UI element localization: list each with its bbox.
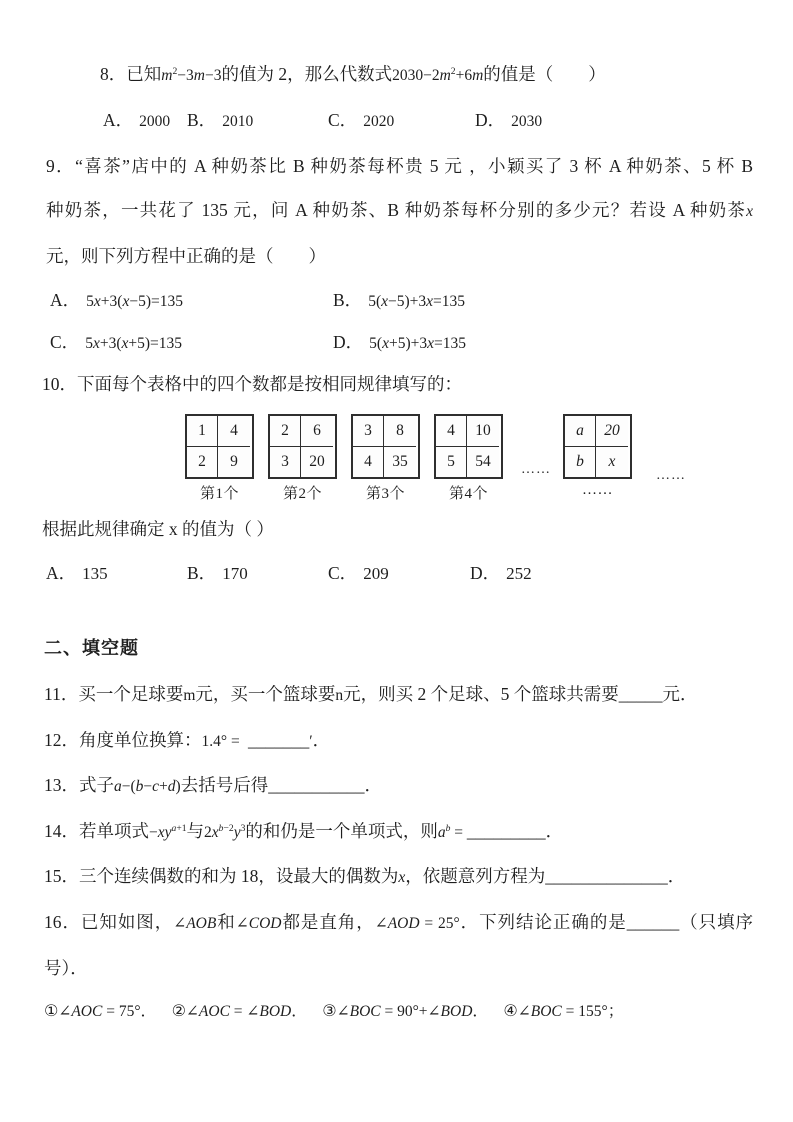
q16-statement-2: ②∠AOC = ∠BOD． [171, 1002, 308, 1020]
question-11: 11．买一个足球要m元，买一个篮球要n元，则买 2 个足球、5 个篮球共需要_____元． [44, 684, 698, 704]
question-13: 13．式子a−(b−c+d)去括号后得___________． [44, 775, 382, 795]
q8-option-d [475, 106, 542, 136]
q8-options [103, 106, 753, 136]
pattern-table-4 [434, 414, 503, 503]
option-value: 2000 [139, 113, 171, 130]
option-label: C． [328, 110, 358, 130]
table-cell: 54 [467, 447, 499, 477]
q8-option-a [103, 106, 187, 136]
option-label: B． [187, 110, 217, 130]
table-grid [185, 414, 254, 479]
table-cell: 10 [467, 416, 499, 447]
q10-stem: 10．下面每个表格中的四个数都是按相同规律填写的： [42, 374, 462, 394]
table-cell: 3 [353, 416, 384, 447]
option-label: A． [46, 563, 77, 583]
option-label: D． [475, 110, 506, 130]
table-grid [268, 414, 337, 479]
question-12: 12．角度单位换算：1.4° = _______′． [44, 729, 331, 750]
q9-options-row-2 [50, 328, 753, 358]
table-cell: 1 [187, 416, 218, 447]
table-caption: 第3个 [365, 486, 405, 502]
option-expression: 5x+3(x+5)=135 [85, 335, 183, 352]
option-expression: 5x+3(x−5)=135 [86, 293, 183, 310]
q16-statement-3: ③∠BOC = 90°+∠BOD． [322, 1002, 489, 1020]
table-cell: 4 [218, 416, 250, 447]
option-value: 2020 [363, 113, 395, 130]
fill-in-section [42, 680, 753, 892]
option-value: 135 [82, 564, 108, 583]
table-cell: 35 [384, 447, 416, 477]
table-cell: 20 [596, 416, 628, 447]
table-cell: 9 [218, 447, 250, 477]
table-cell: 4 [436, 416, 467, 447]
pattern-table-3 [351, 414, 420, 503]
q8-stem: 8．已知$m^2-3m-3$的值为 2，那么代数式$2030-2m^2+6m$的值是（ ） [100, 64, 606, 84]
section-2-title: 二、填空题 [44, 638, 139, 658]
q9-stem-line-2: 种奶茶，一共花了 135 元，问 A 种奶茶、B 种奶茶每杯分别的多少元？若设 A 种奶茶x [46, 200, 753, 220]
option-expression: 5(x−5)+3x=135 [368, 293, 466, 310]
q10-option-b [187, 559, 328, 588]
q16-stem-line-2: 号）． [44, 957, 88, 978]
table-cell: x [596, 447, 628, 477]
pattern-table-2 [268, 414, 337, 503]
q16-statements [44, 998, 753, 1026]
q8-option-b [187, 106, 328, 136]
q9-stem-line-1: 9．“喜茶”店中的 A 种奶茶比 B 种奶茶每杯贵 5 元 ，小颖买了 3 杯 A 种奶茶、5 杯 B [46, 156, 753, 176]
option-value: 209 [363, 564, 389, 583]
option-value: 2010 [222, 113, 254, 130]
option-label: C． [50, 332, 80, 352]
q10-option-c [328, 559, 470, 588]
question-14: 14．若单项式$-xy^{a+1}$与$2x^{b-2}y^3$的和仍是一个单项式，则$a^b$ = _________． [44, 820, 564, 841]
question-10 [42, 370, 753, 588]
q10-option-d [470, 559, 532, 588]
option-label: B． [333, 290, 363, 310]
option-label: D． [470, 563, 501, 583]
option-label: A． [103, 110, 134, 130]
table-cell: 4 [353, 447, 384, 477]
q10-pattern-tables [185, 414, 753, 503]
q10-option-a [46, 559, 187, 588]
q9-option-b [333, 286, 465, 316]
q9-options-row-1 [50, 286, 753, 316]
option-value: 170 [222, 564, 248, 583]
question-8 [42, 60, 753, 136]
q9-option-a [50, 286, 333, 316]
table-caption: 第4个 [448, 486, 488, 502]
q16-stem-line-1: 16．已知如图，∠AOB和∠COD都是直角，∠AOD = 25°．下列结论正确的是______（只填序 [44, 911, 754, 932]
table-caption: 第1个 [199, 486, 239, 502]
table-cell: 20 [301, 447, 333, 477]
option-label: D． [333, 332, 364, 352]
table-cell: b [565, 447, 596, 477]
q10-followup: 根据此规律确定 x 的值为（ ） [42, 519, 274, 539]
q9-stem-line-3: 元，则下列方程中正确的是（ ） [46, 246, 326, 266]
table-caption: 第2个 [282, 486, 322, 502]
ellipsis: …… [656, 468, 686, 483]
option-label: A． [50, 290, 81, 310]
table-cell: 5 [436, 447, 467, 477]
question-16 [42, 908, 753, 1026]
table-caption: …… [582, 482, 613, 498]
option-label: B． [187, 563, 217, 583]
question-15: 15．三个连续偶数的和为 18，设最大的偶数为x，依题意列方程为______________． [44, 866, 686, 886]
q9-options [46, 286, 753, 358]
q16-statement-4: ④∠BOC = 155°； [503, 1002, 624, 1020]
pattern-table-n [563, 414, 632, 499]
table-cell: 2 [270, 416, 301, 447]
option-value: 2030 [511, 113, 543, 130]
table-cell: 6 [301, 416, 333, 447]
option-label: C． [328, 563, 358, 583]
q16-statement-1: ①∠AOC = 75°． [44, 1002, 157, 1020]
table-grid [434, 414, 503, 479]
ellipsis: …… [521, 462, 551, 477]
table-grid [351, 414, 420, 479]
question-9 [42, 152, 753, 358]
option-value: 252 [506, 564, 532, 583]
table-cell: 2 [187, 447, 218, 477]
q9-option-c [50, 328, 333, 358]
table-cell: 3 [270, 447, 301, 477]
table-grid [563, 414, 632, 479]
table-cell: 8 [384, 416, 416, 447]
q8-option-c [328, 106, 475, 136]
option-expression: 5(x+5)+3x=135 [369, 335, 466, 352]
pattern-table-1 [185, 414, 254, 503]
table-cell: a [565, 416, 596, 447]
q10-options [46, 559, 753, 588]
q9-option-d [333, 328, 466, 358]
